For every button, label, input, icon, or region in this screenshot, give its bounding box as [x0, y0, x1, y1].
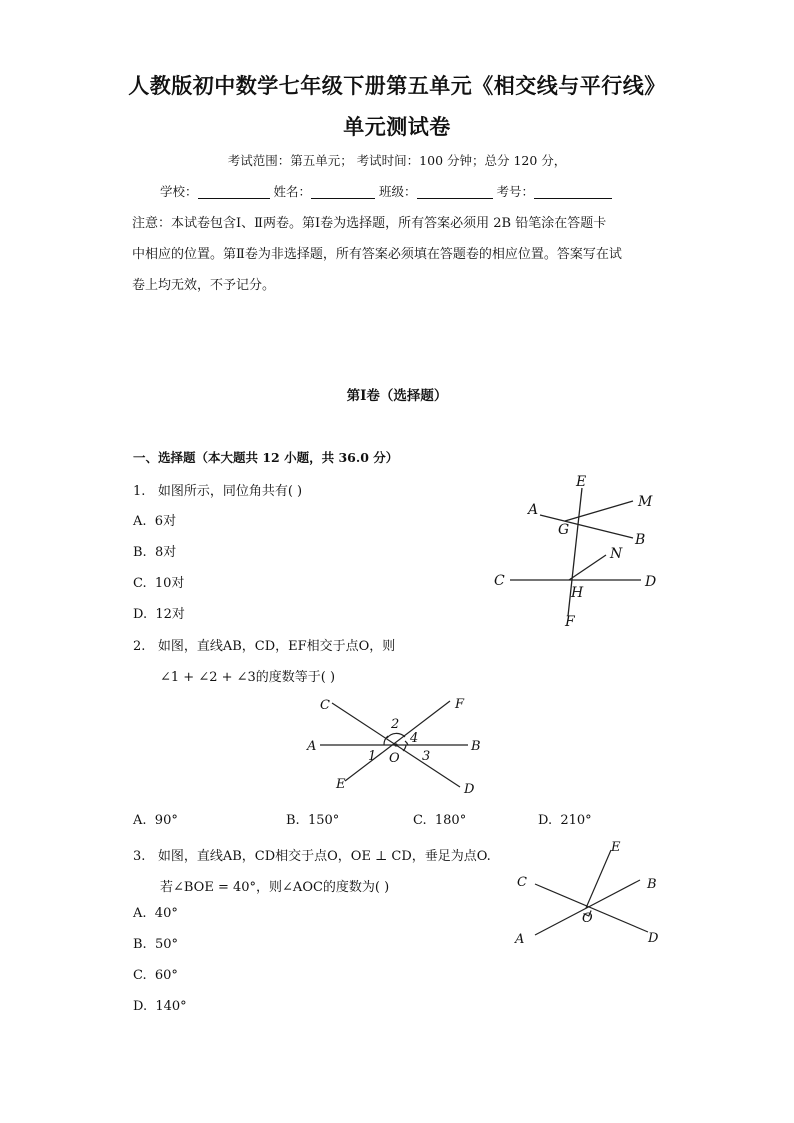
notice-line: 注意：本试卷包含Ⅰ、Ⅱ两卷。第Ⅰ卷为选择题，所有答案必须用 2B 铅笔涂在答题卡: [132, 216, 607, 231]
option-letter: A.: [133, 514, 147, 529]
figure-q2: [300, 690, 500, 802]
figure-label: N: [610, 546, 623, 562]
option-b[interactable]: [133, 937, 178, 952]
figure-label: B: [471, 739, 481, 754]
option-letter: D.: [133, 607, 148, 622]
option-text: 12对: [155, 607, 185, 622]
figure-label: G: [558, 522, 570, 538]
option-text: 210°: [560, 813, 592, 828]
option-letter: B.: [133, 545, 147, 560]
section-title: 一、选择题（本大题共 12 小题，共 36.0 分）: [133, 450, 399, 465]
option-letter: B.: [286, 813, 300, 828]
notice-line: 中相应的位置。第Ⅱ卷为非选择题，所有答案必须填在答题卷的相应位置。答案写在试: [132, 247, 622, 262]
page-title: 人教版初中数学七年级下册第五单元《相交线与平行线》: [128, 73, 666, 98]
figure-label: 1: [368, 749, 377, 764]
field-label-id: 考号：: [496, 184, 535, 199]
figure-label: C: [517, 875, 527, 890]
field-label-name: 姓名：: [273, 184, 312, 199]
option-letter: A.: [133, 906, 147, 921]
line-ef: [345, 701, 450, 781]
figure-q1: [485, 468, 675, 630]
part1-title: 第Ⅰ卷（选择题）: [346, 388, 448, 404]
figure-label: E: [576, 474, 587, 490]
option-text: 8对: [154, 545, 177, 560]
option-text: 180°: [434, 813, 467, 828]
field-label-school: 学校：: [160, 184, 198, 199]
option-d[interactable]: [133, 999, 187, 1014]
question-stem-line2: ∠1 + ∠2 + ∠3的度数等于( ): [160, 670, 336, 685]
option-a[interactable]: [133, 906, 178, 921]
option-text: 50°: [154, 937, 178, 952]
option-text: 10对: [154, 576, 185, 591]
option-c[interactable]: [413, 813, 466, 828]
option-letter: D.: [538, 813, 553, 828]
class-blank[interactable]: [417, 184, 493, 199]
question-2: [133, 635, 395, 654]
figure-label: B: [635, 532, 646, 548]
figure-label: C: [494, 573, 505, 589]
option-letter: C.: [413, 813, 427, 828]
figure-label: F: [565, 614, 575, 630]
figure-label: E: [336, 777, 346, 792]
ray-oe: [586, 850, 611, 908]
question-number: 2.: [133, 639, 146, 654]
line-ab: [540, 515, 633, 538]
option-text: 90°: [154, 813, 178, 828]
field-label-class: 班级：: [379, 184, 417, 199]
option-text: 60°: [154, 968, 178, 983]
figure-label: A: [528, 502, 539, 518]
option-text: 140°: [155, 999, 187, 1014]
option-a[interactable]: [133, 813, 178, 828]
option-letter: D.: [133, 999, 148, 1014]
figure-label: F: [455, 697, 465, 712]
line-ab: [535, 880, 640, 935]
question-stem: 如图所示，同位角共有( ): [157, 484, 303, 499]
option-a[interactable]: [133, 510, 176, 529]
id-blank[interactable]: [534, 184, 612, 199]
option-text: 150°: [307, 813, 340, 828]
figure-label: A: [515, 932, 525, 947]
angle-arc-3: [403, 745, 406, 751]
figure-label: D: [648, 931, 659, 946]
figure-label: 4: [410, 731, 419, 746]
option-letter: C.: [133, 968, 147, 983]
figure-label: H: [571, 585, 584, 601]
notice-line: 卷上均无效，不予记分。: [132, 278, 276, 293]
point-o: [394, 743, 397, 746]
figure-label: C: [320, 698, 330, 713]
question-stem-line2: 若∠BOE = 40°，则∠AOC的度数为( ): [160, 880, 390, 895]
figure-label: A: [307, 739, 317, 754]
option-d[interactable]: [133, 603, 185, 622]
figure-label: D: [464, 782, 475, 797]
page-subtitle: 单元测试卷: [343, 114, 451, 139]
figure-label: O: [389, 751, 400, 766]
option-c[interactable]: [133, 572, 184, 591]
figure-label: B: [647, 877, 657, 892]
notice: [132, 208, 622, 301]
option-letter: B.: [133, 937, 147, 952]
figure-label: E: [611, 840, 621, 855]
figure-q3: [505, 832, 675, 952]
info-fields-row: [160, 182, 612, 200]
question-stem: 如图，直线AB，CD，EF相交于点O，则: [157, 639, 396, 654]
figure-label: D: [645, 574, 657, 590]
question-stem: 如图，直线AB，CD相交于点O，OE ⊥ CD，垂足为点O.: [157, 849, 491, 864]
figure-label: O: [582, 911, 593, 926]
school-blank[interactable]: [198, 184, 270, 199]
figure-label: M: [638, 494, 653, 510]
ray-gm: [565, 501, 633, 521]
option-d[interactable]: [538, 813, 592, 828]
option-b[interactable]: [286, 813, 339, 828]
option-c[interactable]: [133, 968, 178, 983]
option-letter: C.: [133, 576, 147, 591]
figure-label: 2: [391, 717, 400, 732]
option-b[interactable]: [133, 541, 176, 560]
option-letter: A.: [133, 813, 147, 828]
option-text: 40°: [154, 906, 178, 921]
question-1: [133, 480, 302, 499]
option-text: 6对: [154, 514, 177, 529]
figure-label: 3: [422, 749, 431, 764]
exam-info: 考试范围：第五单元； 考试时间：100 分钟；总分 120 分，: [227, 153, 567, 168]
name-blank[interactable]: [311, 184, 375, 199]
question-3: [133, 845, 491, 864]
question-number: 3.: [133, 849, 146, 864]
question-number: 1.: [133, 484, 146, 499]
